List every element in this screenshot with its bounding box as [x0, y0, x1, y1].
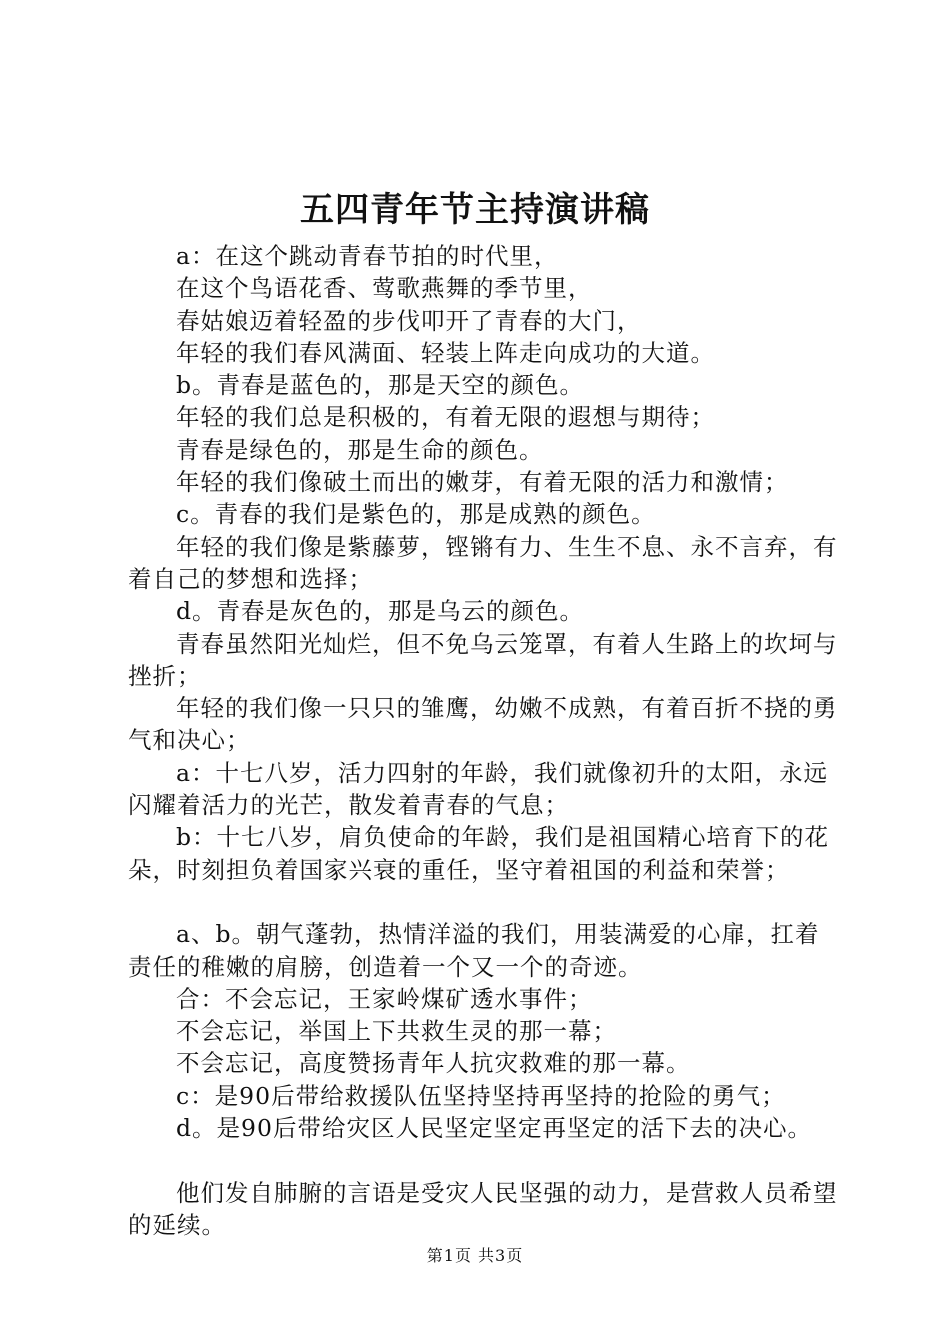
page-footer: 第1页 共3页: [426, 1246, 524, 1265]
paragraph: 年轻的我们像一只只的雏鹰，幼嫩不成熟，有着百折不挠的勇气和决心；: [128, 694, 838, 755]
paragraph: a：在这个跳动青春节拍的时代里，: [176, 242, 559, 270]
document-body: [128, 240, 840, 1241]
paragraph: b。青春是蓝色的，那是天空的颜色。: [176, 371, 585, 400]
blank-line: [128, 886, 840, 918]
paragraph: 在这个鸟语花香、莺歌燕舞的季节里，: [176, 274, 593, 303]
paragraph: d。是90后带给灾区人民坚定坚定再坚定的活下去的决心。: [176, 1114, 812, 1143]
paragraph: 年轻的我们像是紫藤萝，铿锵有力、生生不息、永不言弃，有着自己的梦想和选择；: [128, 532, 838, 593]
paragraph: 不会忘记，举国上下共救生灵的那一幕；: [176, 1017, 617, 1046]
paragraph: 年轻的我们像破土而出的嫩芽，有着无限的活力和激情；: [176, 468, 789, 497]
paragraph: 年轻的我们春风满面、轻装上阵走向成功的大道。: [176, 338, 715, 367]
paragraph: 青春虽然阳光灿烂，但不免乌云笼罩，有着人生路上的坎坷与挫折；: [128, 629, 838, 690]
paragraph: 年轻的我们总是积极的，有着无限的遐想与期待；: [176, 403, 715, 432]
paragraph: a：十七八岁，活力四射的年龄，我们就像初升的太阳，永远闪耀着活力的光芒，散发着青春的气息；: [128, 758, 829, 820]
paragraph: 他们发自肺腑的言语是受灾人民坚强的动力，是营救人员希望的延续。: [128, 1178, 838, 1239]
paragraph: a、b。朝气蓬勃，热情洋溢的我们，用装满爱的心扉，扛着责任的稚嫩的肩膀，创造着一个又一个的奇迹。: [128, 920, 820, 981]
paragraph: 青春是绿色的，那是生命的颜色。: [176, 435, 544, 464]
blank-line: [128, 1144, 840, 1176]
paragraph: 春姑娘迈着轻盈的步伐叩开了青春的大门，: [176, 306, 642, 335]
paragraph: 不会忘记，高度赞扬青年人抗灾救难的那一幕。: [176, 1049, 691, 1078]
page-title: 五四青年节主持演讲稿: [300, 190, 650, 230]
paragraph: 合：不会忘记，王家岭煤矿透水事件；: [176, 984, 593, 1013]
paragraph: b：十七八岁，肩负使命的年龄，我们是祖国精心培育下的花朵，时刻担负着国家兴衰的重任，坚守着祖国的利益和荣誉；: [128, 823, 830, 884]
paragraph: c。青春的我们是紫色的，那是成熟的颜色。: [176, 500, 656, 529]
paragraph: c：是90后带给救援队伍坚持坚持再坚持的抢险的勇气；: [176, 1081, 786, 1110]
paragraph: d。青春是灰色的，那是乌云的颜色。: [176, 597, 585, 626]
